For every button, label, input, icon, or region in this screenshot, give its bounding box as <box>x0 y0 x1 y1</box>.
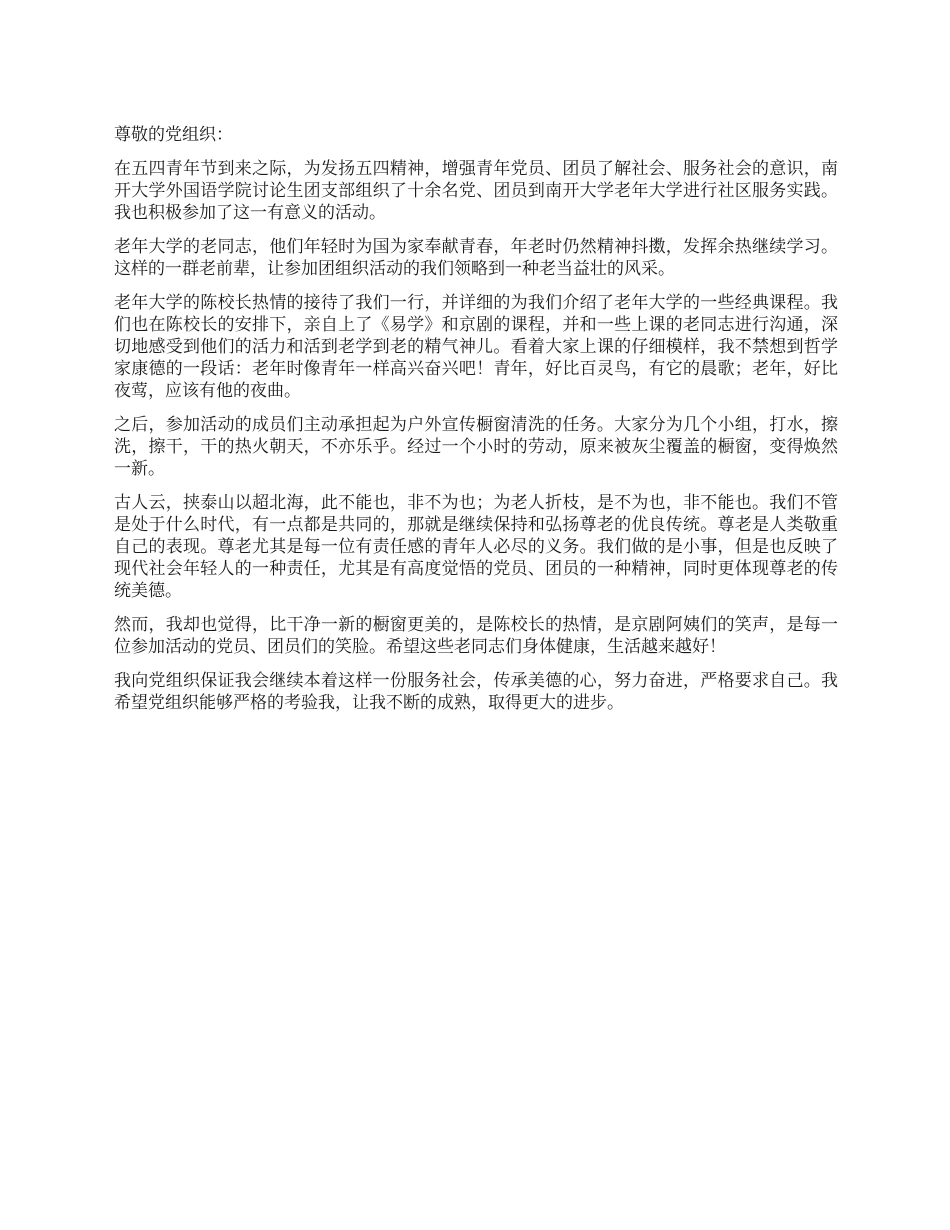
paragraph-6: 然而，我却也觉得，比干净一新的橱窗更美的，是陈校长的热情，是京剧阿姨们的笑声，是每一位参加活动的党员、团员们的笑脸。希望这些老同志们身体健康，生活越来越好！ <box>114 615 838 657</box>
letter-body <box>114 124 838 726</box>
paragraph-2: 老年大学的老同志，他们年轻时为国为家奉献青春，年老时仍然精神抖擞，发挥余热继续学习。这样的一群老前辈，让参加团组织活动的我们领略到一种老当益壮的风采。 <box>114 237 838 279</box>
paragraph-7: 我向党组织保证我会继续本着这样一份服务社会，传承美德的心，努力奋进，严格要求自己。我希望党组织能够严格的考验我，让我不断的成熟，取得更大的进步。 <box>114 671 838 713</box>
salutation: 尊敬的党组织： <box>114 125 233 145</box>
paragraph-3: 老年大学的陈校长热情的接待了我们一行，并详细的为我们介绍了老年大学的一些经典课程。我们也在陈校长的安排下，亲自上了《易学》和京剧的课程，并和一些上课的老同志进行沟通，深切地感受到他们的活力和活到老学到老的精气神儿。看着大家上课的仔细模样，我不禁想到哲学家康德的一段话：老年时像青年一样高兴奋兴吧！青年，好比百灵鸟，有它的晨歌；老年，好比夜莺，应该有他的夜曲。 <box>114 293 838 401</box>
paragraph-5: 古人云，挟泰山以超北海，此不能也，非不为也；为老人折枝，是不为也，非不能也。我们不管是处于什么时代，有一点都是共同的，那就是继续保持和弘扬尊老的优良传统。尊老是人类敬重自己的表现。尊老尤其是每一位有责任感的青年人必尽的义务。我们做的是小事，但是也反映了现代社会年轻人的一种责任，尤其是有高度觉悟的党员、团员的一种精神，同时更体现尊老的传统美德。 <box>114 493 838 601</box>
paragraph-4: 之后，参加活动的成员们主动承担起为户外宣传橱窗清洗的任务。大家分为几个小组，打水，擦洗，擦干，干的热火朝天，不亦乐乎。经过一个小时的劳动，原来被灰尘覆盖的橱窗，变得焕然一新。 <box>114 415 838 479</box>
paragraph-1: 在五四青年节到来之际，为发扬五四精神，增强青年党员、团员了解社会、服务社会的意识，南开大学外国语学院讨论生团支部组织了十余名党、团员到南开大学老年大学进行社区服务实践。我也积极参加了这一有意义的活动。 <box>114 159 838 223</box>
